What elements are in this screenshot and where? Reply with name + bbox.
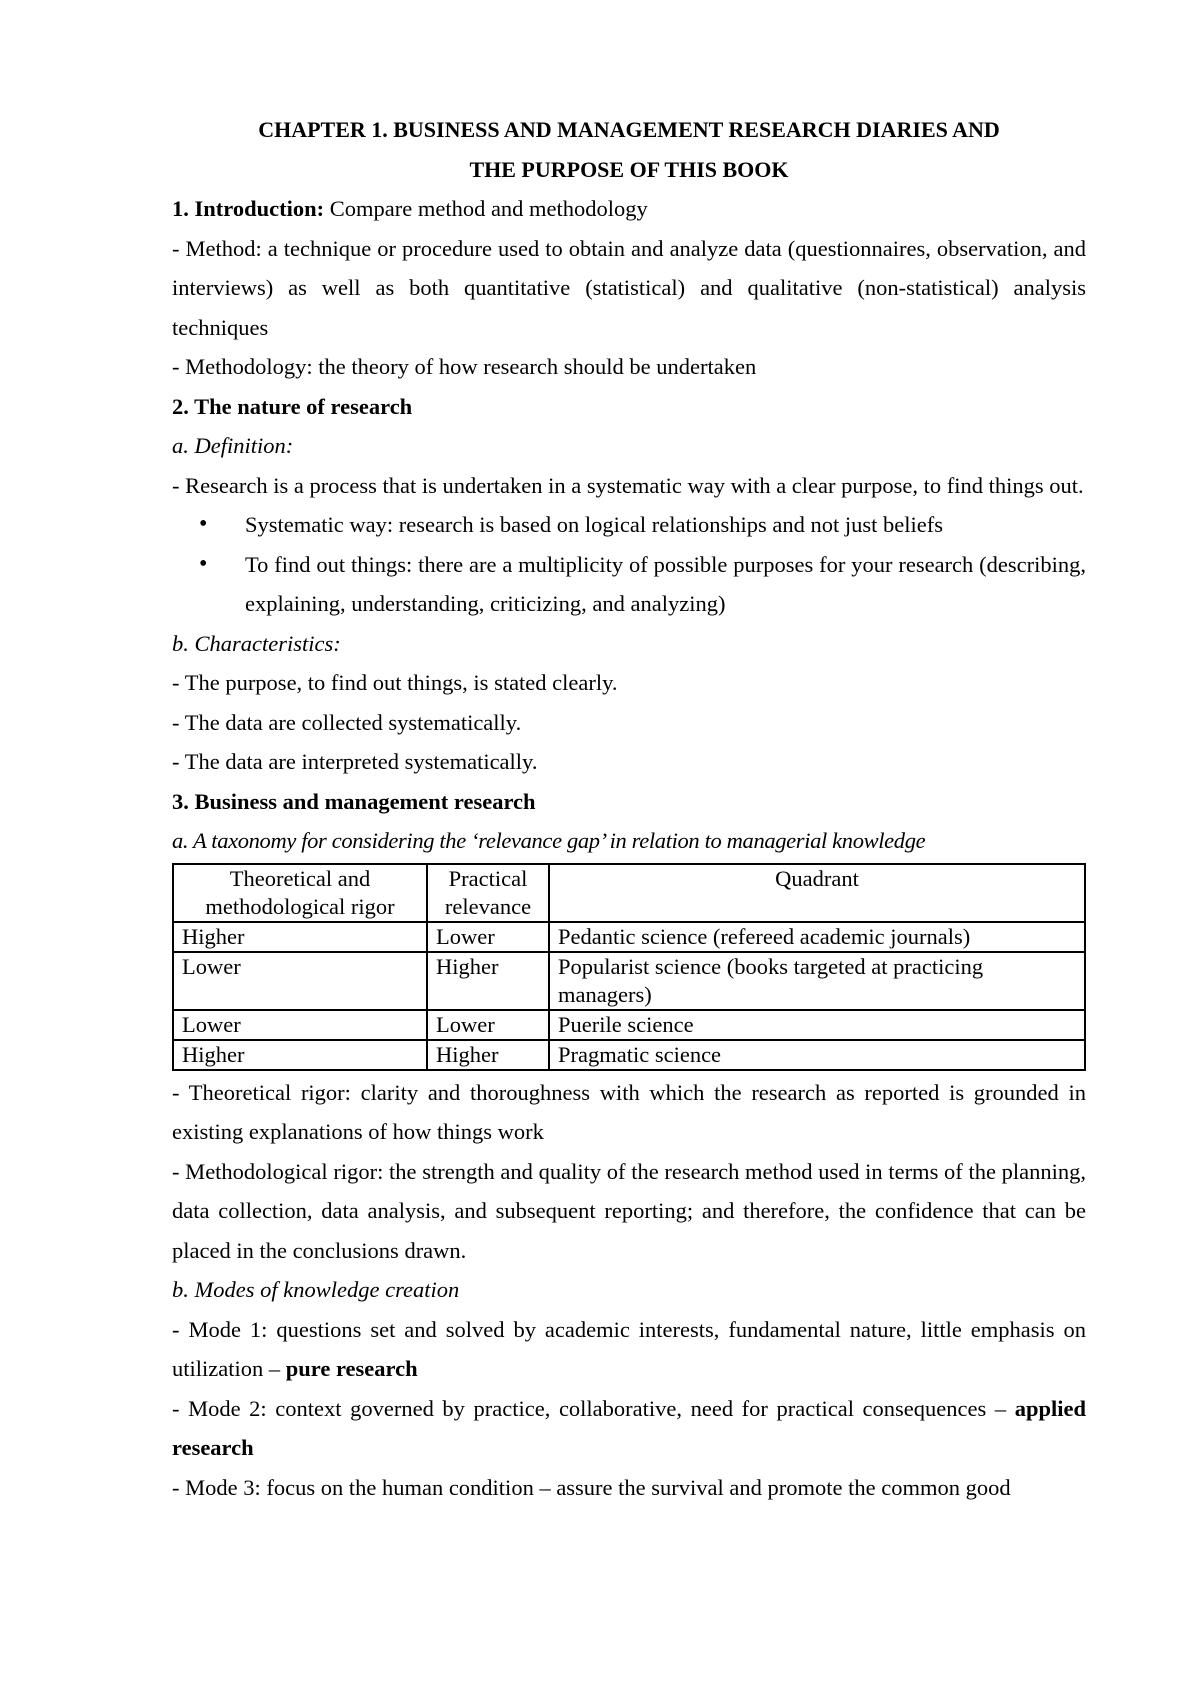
definition-bullet-list [172, 505, 1086, 624]
chapter-title-line-2: THE PURPOSE OF THIS BOOK [469, 156, 789, 182]
characteristic-item: - The purpose, to find out things, is stated clearly. [172, 670, 618, 695]
characteristic-item: - The data are collected systematically. [172, 709, 522, 735]
table-header-cell: Theoretical and methodological rigor [173, 864, 427, 922]
table-cell: Higher [173, 922, 427, 952]
table-row [173, 922, 1085, 952]
bullet-item: • To find out things: there are a multiplicity of possible purposes for your research (describing, explaining, understanding, criticizing, and analyzing) [245, 545, 1086, 624]
section-1-heading [172, 189, 1086, 229]
section-1-heading-bold: 1. Introduction: [172, 196, 325, 221]
characteristic-item: - The data are interpreted systematically. [172, 749, 538, 774]
section-1-heading-rest: Compare method and methodology [324, 196, 648, 221]
table-cell: Pragmatic science [549, 1040, 1085, 1070]
table-row [173, 1010, 1085, 1040]
table-row [173, 1040, 1085, 1070]
chapter-title-line-1: CHAPTER 1. BUSINESS AND MANAGEMENT RESEARCH DIARIES AND [258, 117, 1000, 142]
mode-1-item [172, 1310, 1086, 1389]
table-header-cell: Quadrant [549, 864, 1085, 922]
section-2-heading: 2. The nature of research [172, 393, 413, 419]
table-cell: Higher [427, 1040, 549, 1070]
mode-2-item [172, 1389, 1086, 1468]
section-3-heading: 3. Business and management research [172, 788, 536, 814]
table-row [173, 952, 1085, 1010]
table-header-cell: Practical relevance [427, 864, 549, 922]
bullet-item: • Systematic way: research is based on logical relationships and not just beliefs [245, 505, 1086, 545]
theoretical-rigor-definition: - Theoretical rigor: clarity and thoroughness with which the research as reported is grounded in existing explanations of how things work [172, 1079, 1086, 1144]
table-cell: Higher [173, 1040, 427, 1070]
methodological-rigor-definition: - Methodological rigor: the strength and quality of the research method used in terms of the planning, data collection, data analysis, and subsequent reporting; and therefore, the confidence that can be placed in the conclusions drawn. [172, 1158, 1086, 1263]
section-3a-label: a. A taxonomy for considering the ‘relevance gap’ in relation to managerial knowledge [172, 828, 926, 853]
table-cell: Lower [427, 1010, 549, 1040]
table-cell: Lower [173, 1010, 427, 1040]
research-definition: - Research is a process that is undertaken in a systematic way with a clear purpose, to find things out. [172, 472, 1084, 498]
section-2a-label: a. Definition: [172, 433, 294, 458]
table-header-row [173, 864, 1085, 922]
method-definition: - Method: a technique or procedure used to obtain and analyze data (questionnaires, observation, and interviews) as well as both quantitative (statistical) and qualitative (non-statistical) analysis techniques [172, 235, 1086, 340]
mode-1-text: - Mode 1: questions set and solved by academic interests, fundamental nature, little emphasis on utilization – [172, 1316, 1086, 1381]
table-cell: Pedantic science (refereed academic journals) [549, 922, 1085, 952]
table-cell: Popularist science (books targeted at practicing managers) [549, 952, 1085, 1010]
taxonomy-table [172, 863, 1086, 1071]
section-2b-label: b. Characteristics: [172, 630, 341, 656]
mode-2-bold: applied research [172, 1395, 1086, 1460]
mode-1-bold: pure research [285, 1356, 418, 1381]
page-content [172, 110, 1086, 1507]
mode-2-text: - Mode 2: context governed by practice, collaborative, need for practical consequences – [172, 1395, 1015, 1421]
table-cell: Higher [427, 952, 549, 1010]
methodology-definition: - Methodology: the theory of how research should be undertaken [172, 354, 757, 379]
mode-3-item: - Mode 3: focus on the human condition – assure the survival and promote the common good [172, 1474, 1011, 1500]
table-cell: Lower [427, 922, 549, 952]
table-cell: Lower [173, 952, 427, 1010]
section-3b-label: b. Modes of knowledge creation [172, 1277, 460, 1302]
table-cell: Puerile science [549, 1010, 1085, 1040]
